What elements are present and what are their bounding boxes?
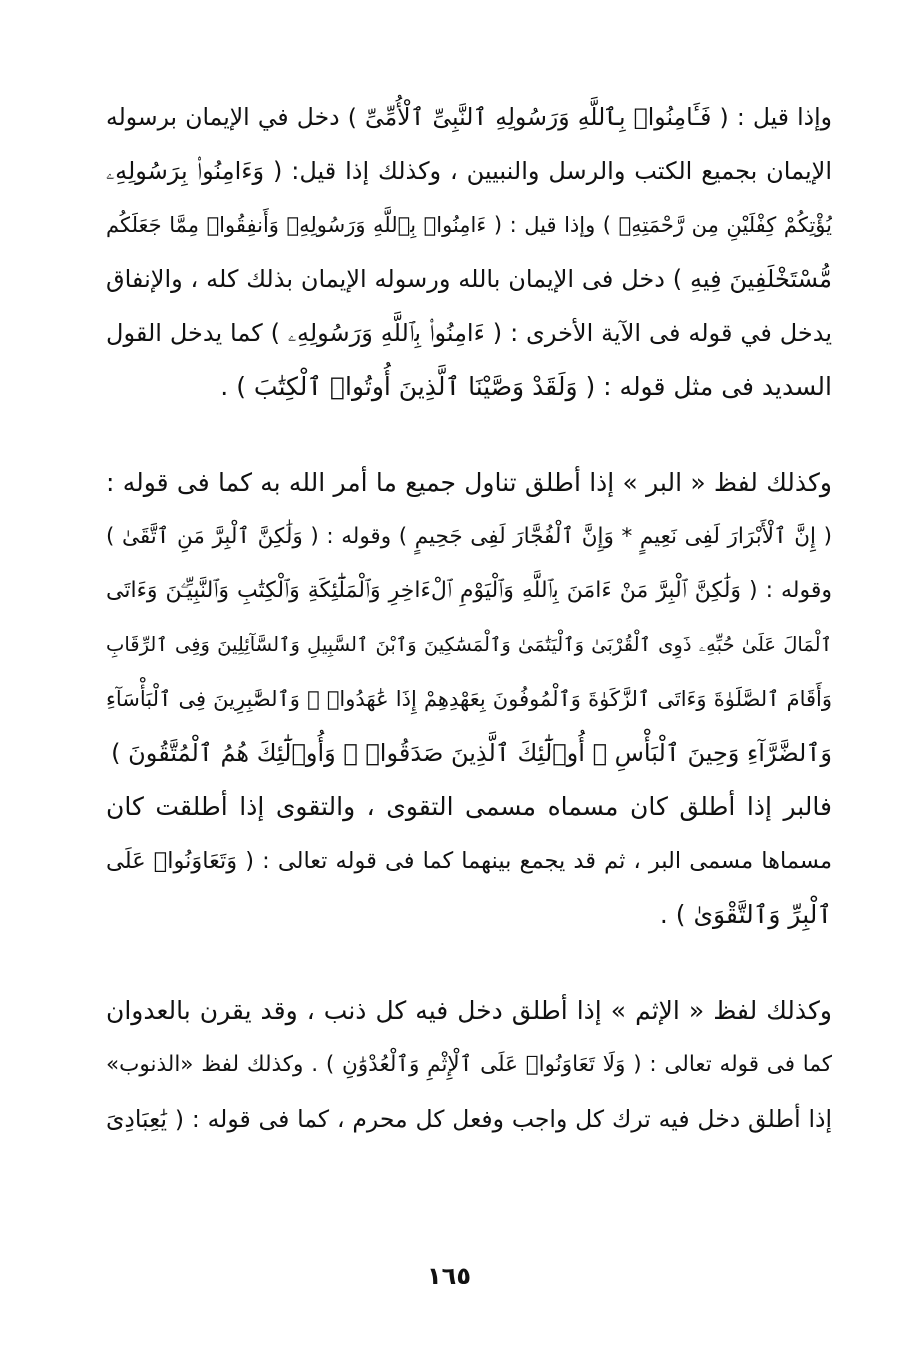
text-line: ٱلْبِرِّ وَٱلتَّقْوَىٰ ) . <box>659 900 832 929</box>
text-line: إذا أطلق دخل فيه ترك كل واجب وفعل كل محرم ، كما فى قوله : ( يَٰعِبَادِىَ <box>106 1105 832 1133</box>
text-body <box>106 90 832 1146</box>
text-line: يُؤْتِكُمْ كِفْلَيْنِ مِن رَّحْمَتِهِۦ ) وإذا قيل : ( ءَامِنُوا۟ بِٱللَّهِ وَرَسُولِهِۦ وَأَنفِقُوا۟ مِمَّا جَعَلَكُم <box>106 213 832 237</box>
text-line: مُّسْتَخْلَفِينَ فِيهِ ) دخل فى الإيمان بالله ورسوله الإيمان بذلك كله ، والإنفاق <box>106 265 832 293</box>
text-line: ( إِنَّ ٱلْأَبْرَارَ لَفِى نَعِيمٍ * وَإِنَّ ٱلْفُجَّارَ لَفِى جَحِيمٍ ) وقوله : ( وَلَٰكِنَّ ٱلْبِرَّ مَنِ ٱتَّقَىٰ ) <box>106 524 832 549</box>
text-line: وكذلك لفظ « البر » إذا أطلق تناول جميع ما أمر الله به كما فى قوله : <box>106 468 832 497</box>
text-line: وقوله : ( وَلَٰكِنَّ ٱلْبِرَّ مَنْ ءَامَنَ بِٱللَّهِ وَٱلْيَوْمِ ٱلْءَاخِرِ وَٱلْمَلَٰٓئِكَةِ وَٱلْكِتَٰبِ وَٱلنَّبِيِّـۧنَ وَءَاتَى <box>106 578 832 603</box>
text-line: وكذلك لفظ « الإثم » إذا أطلق دخل فيه كل ذنب ، وقد يقرن بالعدوان <box>106 996 832 1025</box>
paragraph-gap <box>106 414 832 456</box>
text-line: يدخل في قوله فى الآية الأخرى : ( ءَامِنُوا۟ بِٱللَّهِ وَرَسُولِهِۦ ) كما يدخل القول <box>106 319 832 347</box>
text-line: وإذا قيل : ( فَـَٔامِنُوا۟ بِٱللَّهِ وَرَسُولِهِ ٱلنَّبِىِّ ٱلْأُمِّىِّ ) دخل في الإيمان برسوله <box>106 103 832 131</box>
text-line: كما فى قوله تعالى : ( وَلَا تَعَاوَنُوا۟ عَلَى ٱلْإِثْمِ وَٱلْعُدْوَٰنِ ) . وكذلك لفظ «الذنوب» <box>106 1052 832 1077</box>
paragraph-birr <box>106 456 832 942</box>
paragraph-gap <box>106 942 832 984</box>
text-line: مسماها مسمى البر ، ثم قد يجمع بينهما كما فى قوله تعالى : ( وَتَعَاوَنُوا۟ عَلَى <box>106 848 832 874</box>
text-line: ٱلْمَالَ عَلَىٰ حُبِّهِۦ ذَوِى ٱلْقُرْبَىٰ وَٱلْيَتَٰمَىٰ وَٱلْمَسَٰكِينَ وَٱبْنَ ٱلسَّبِيلِ وَٱلسَّآئِلِينَ وَفِى ٱلرِّقَابِ <box>106 633 832 656</box>
text-line: السديد فى مثل قوله : ( وَلَقَدْ وَصَّيْنَا ٱلَّذِينَ أُوتُوا۟ ٱلْكِتَٰبَ ) . <box>220 372 832 401</box>
text-line: وَأَقَامَ ٱلصَّلَوٰةَ وَءَاتَى ٱلزَّكَوٰةَ وَٱلْمُوفُونَ بِعَهْدِهِمْ إِذَا عَٰهَدُوا۟ ۖ وَٱلصَّٰبِرِينَ فِى ٱلْبَأْسَآءِ <box>106 687 832 711</box>
text-line: الإيمان بجميع الكتب والرسل والنبيين ، وكذلك إذا قيل: ( وَءَامِنُوا۟ بِرَسُولِهِۦ <box>106 157 832 185</box>
page-number: ١٦٥ <box>427 1262 471 1290</box>
text-line: وَٱلضَّرَّآءِ وَحِينَ ٱلْبَأْسِ ۗ أُو۟لَٰٓئِكَ ٱلَّذِينَ صَدَقُوا۟ ۖ وَأُو۟لَٰٓئِكَ هُمُ ٱلْمُتَّقُونَ ) <box>111 739 832 767</box>
paragraph-iman <box>106 90 832 414</box>
text-line: فالبر إذا أطلق كان مسماه مسمى التقوى ، والتقوى إذا أطلقت كان <box>106 792 832 821</box>
paragraph-ithm <box>106 984 832 1146</box>
